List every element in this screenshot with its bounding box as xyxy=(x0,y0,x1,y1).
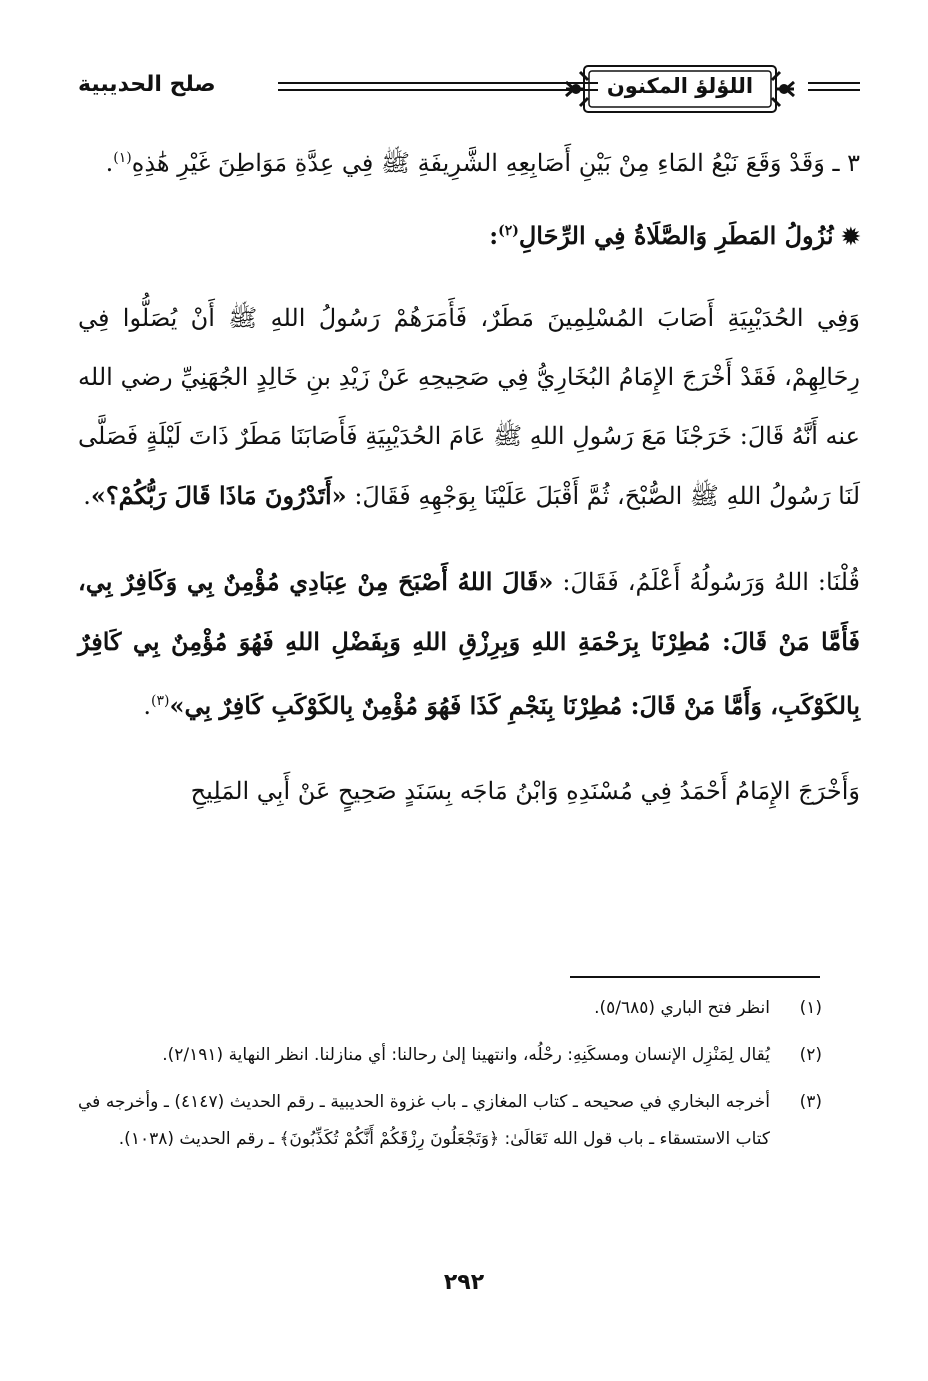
footnote-ref-2[interactable]: (٢) xyxy=(498,223,519,239)
paragraph-3-lead: قُلْنَا: اللهُ وَرَسُولُهُ أَعْلَمُ، فَقَالَ: xyxy=(562,568,860,596)
footnote-text: يُقال لِمَنْزِل الإنسان ومسكَنِهِ: رحْلُه، وانتهينا إلىٰ رحالنا: أي منازلنا. انظر النهاية (٢/١٩١). xyxy=(162,1045,770,1065)
hadith-quote-2: «قَالَ اللهُ أَصْبَحَ مِنْ عِبَادِي مُؤْمِنٌ بِي وَكَافِرٌ بِي، فَأَمَّا مَنْ قَالَ: مُطِرْنَا بِرَحْمَةِ اللهِ وَبِرِزْقِ اللهِ وَبِفَضْلِ اللهِ فَهُوَ مُؤْمِنٌ بِي كَافِرٌ بِالكَوْكَبِ، وَأَمَّا مَنْ قَالَ: مُطِرْنَا بِنَجْمِ كَذَا فَهُوَ مُؤْمِنٌ بِالكَوْكَبِ كَافِرٌ بِي» xyxy=(78,567,860,720)
paragraph-4 xyxy=(78,762,860,821)
footnote-text: أخرجه البخاري في صحيحه ـ كتاب المغازي ـ باب غزوة الحديبية ـ رقم الحديث (٤١٤٧) ـ وأخرجه في كتاب الاستسقاء ـ باب قول الله تَعَالَىٰ: ﴿وَتَجْعَلُونَ رِزْقَكُمْ أَنَّكُمْ تُكَذِّبُونَ﴾ ـ رقم الحديث (١٠٣٨). xyxy=(78,1092,770,1149)
paragraph-1-end: . xyxy=(105,149,114,177)
paragraph-gap xyxy=(78,526,860,552)
subheading-end: : xyxy=(489,221,499,250)
footnote-text: انظر فتح الباري (٥/٦٨٥). xyxy=(594,998,770,1018)
header-rule-right xyxy=(808,82,860,91)
paragraph-3 xyxy=(78,552,860,736)
paragraph-2-end: . xyxy=(83,482,91,510)
footnote-number: (٣) xyxy=(799,1092,822,1112)
section-title: صلح الحديبية xyxy=(78,72,216,97)
page-number: ٢٩٢ xyxy=(443,1270,485,1295)
paragraph-1 xyxy=(78,128,860,193)
footnote-ref-1[interactable]: (١) xyxy=(113,150,132,166)
flower-bullet-icon: ✹ xyxy=(841,224,860,250)
subheading xyxy=(78,207,860,261)
footnote-number: (١) xyxy=(799,998,822,1018)
footnote-separator xyxy=(570,976,820,978)
footnote-item xyxy=(78,990,822,1027)
main-text xyxy=(78,128,860,821)
paragraph-4-text: وَأَخْرَجَ الإِمَامُ أَحْمَدُ فِي مُسْنَدِهِ وَابْنُ مَاجَه بِسَنَدٍ صَحِيحٍ عَنْ أَبِي المَلِيحِ xyxy=(190,777,860,805)
footnote-number: (٢) xyxy=(799,1045,822,1065)
footnote-ref-3[interactable]: (٣) xyxy=(151,693,170,709)
footnotes xyxy=(78,990,822,1168)
subheading-text: نُزُولُ المَطَرِ وَالصَّلَاةُ فِي الرِّحَالِ xyxy=(518,221,834,250)
running-header xyxy=(78,60,860,120)
paragraph-gap xyxy=(78,736,860,762)
paragraph-1-text: ٣ ـ وَقَدْ وَقَعَ نَبْعُ المَاءِ مِنْ بَيْنِ أَصَابِعِهِ الشَّرِيفَةِ ﷺ فِي عِدَّةِ مَوَاطِنَ غَيْرِ هَٰذِهِ xyxy=(131,149,860,177)
hadith-quote-1: «أَتَدْرُونَ مَاذَا قَالَ رَبُّكُمْ؟» xyxy=(90,481,347,510)
paragraph-2 xyxy=(78,289,860,526)
footnote-item xyxy=(78,1037,822,1074)
footnote-item xyxy=(78,1084,822,1158)
paragraph-2-text: وَفِي الحُدَيْبِيَةِ أَصَابَ المُسْلِمِينَ مَطَرٌ، فَأَمَرَهُمْ رَسُولُ اللهِ ﷺ أَنْ يُصَلُّوا فِي رِحَالِهِمْ، فَقَدْ أَخْرَجَ الإِمَامُ البُخَارِيُّ فِي صَحِيحِهِ عَنْ زَيْدِ بنِ خَالِدٍ الجُهَنِيِّ رضي الله عنه أَنَّهُ قَالَ: خَرَجْنَا مَعَ رَسُولِ اللهِ ﷺ عَامَ الحُدَيْبِيَةِ فَأَصَابَنَا مَطَرٌ ذَاتَ لَيْلَةٍ فَصَلَّى لَنَا رَسُولُ اللهِ ﷺ الصُّبْحَ، ثُمَّ أَقْبَلَ عَلَيْنَا بِوَجْهِهِ فَقَالَ: xyxy=(78,304,861,510)
paragraph-3-end: . xyxy=(143,692,152,720)
book-title: اللؤلؤ المكنون xyxy=(606,74,754,98)
header-rule-left xyxy=(278,82,598,91)
